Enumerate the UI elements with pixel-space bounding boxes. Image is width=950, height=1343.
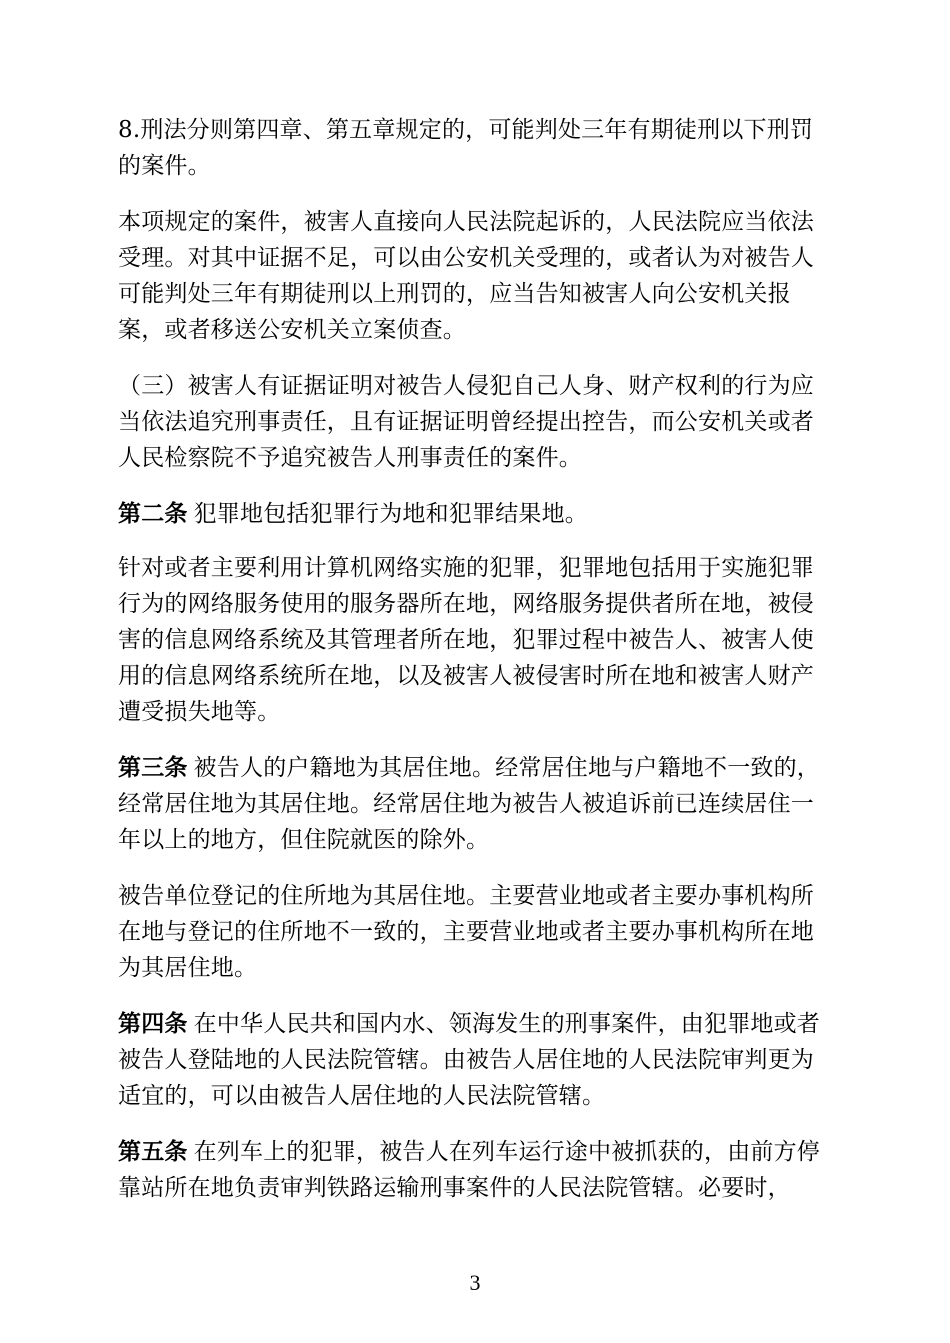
- article-number: 第五条: [118, 1138, 188, 1165]
- paragraph-case-acceptance: [118, 204, 836, 348]
- article-number: 第二条: [118, 500, 188, 527]
- article-2: [118, 496, 836, 532]
- paragraph-text: 犯罪地包括犯罪行为地和犯罪结果地。: [193, 501, 589, 527]
- document-body: [118, 112, 836, 1226]
- paragraph-text: 被告单位登记的住所地为其居住地。主要营业地或者主要办事机构所在地与登记的住所地不一致的，主要营业地或者主要办事机构所在地为其居住地。: [118, 883, 814, 981]
- article-number: 第三条: [118, 754, 188, 781]
- paragraph-unit-residence: [118, 878, 836, 986]
- paragraph-text: 8.刑法分则第四章、第五章规定的，可能判处三年有期徒刑以下刑罚的案件。: [118, 117, 814, 179]
- paragraph-text: 针对或者主要利用计算机网络实施的犯罪，犯罪地包括用于实施犯罪行为的网络服务使用的服务器所在地，网络服务提供者所在地，被侵害的信息网络系统及其管理者所在地，犯罪过程中被告人、被害人使用的信息网络系统所在地，以及被害人被侵害时所在地和被害人财产遭受损失地等。: [118, 555, 814, 725]
- paragraph-text: 在列车上的犯罪，被告人在列车运行途中被抓获的，由前方停靠站所在地负责审判铁路运输刑事案件的人民法院管辖。必要时，: [118, 1139, 821, 1201]
- paragraph-item-3: [118, 368, 836, 476]
- article-4: [118, 1006, 836, 1114]
- paragraph-network-crime: [118, 550, 836, 730]
- article-3: [118, 750, 836, 858]
- paragraph-text: 被告人的户籍地为其居住地。经常居住地与户籍地不一致的，经常居住地为其居住地。经常居住地为被告人被追诉前已连续居住一年以上的地方，但住院就医的除外。: [118, 755, 821, 853]
- page-number: 3: [469, 1270, 481, 1295]
- paragraph-item-8: [118, 112, 836, 184]
- paragraph-text: （三）被害人有证据证明对被告人侵犯自己人身、财产权利的行为应当依法追究刑事责任，且有证据证明曾经提出控告，而公安机关或者人民检察院不予追究被告人刑事责任的案件。: [118, 373, 814, 471]
- article-number: 第四条: [118, 1010, 188, 1037]
- article-5: [118, 1134, 836, 1206]
- paragraph-text: 本项规定的案件，被害人直接向人民法院起诉的，人民法院应当依法受理。对其中证据不足，可以由公安机关受理的，或者认为对被告人可能判处三年有期徒刑以上刑罚的，应当告知被害人向公安机关报案，或者移送公安机关立案侦查。: [118, 209, 814, 343]
- paragraph-text: 在中华人民共和国内水、领海发生的刑事案件，由犯罪地或者被告人登陆地的人民法院管辖。由被告人居住地的人民法院审判更为适宜的，可以由被告人居住地的人民法院管辖。: [118, 1011, 821, 1109]
